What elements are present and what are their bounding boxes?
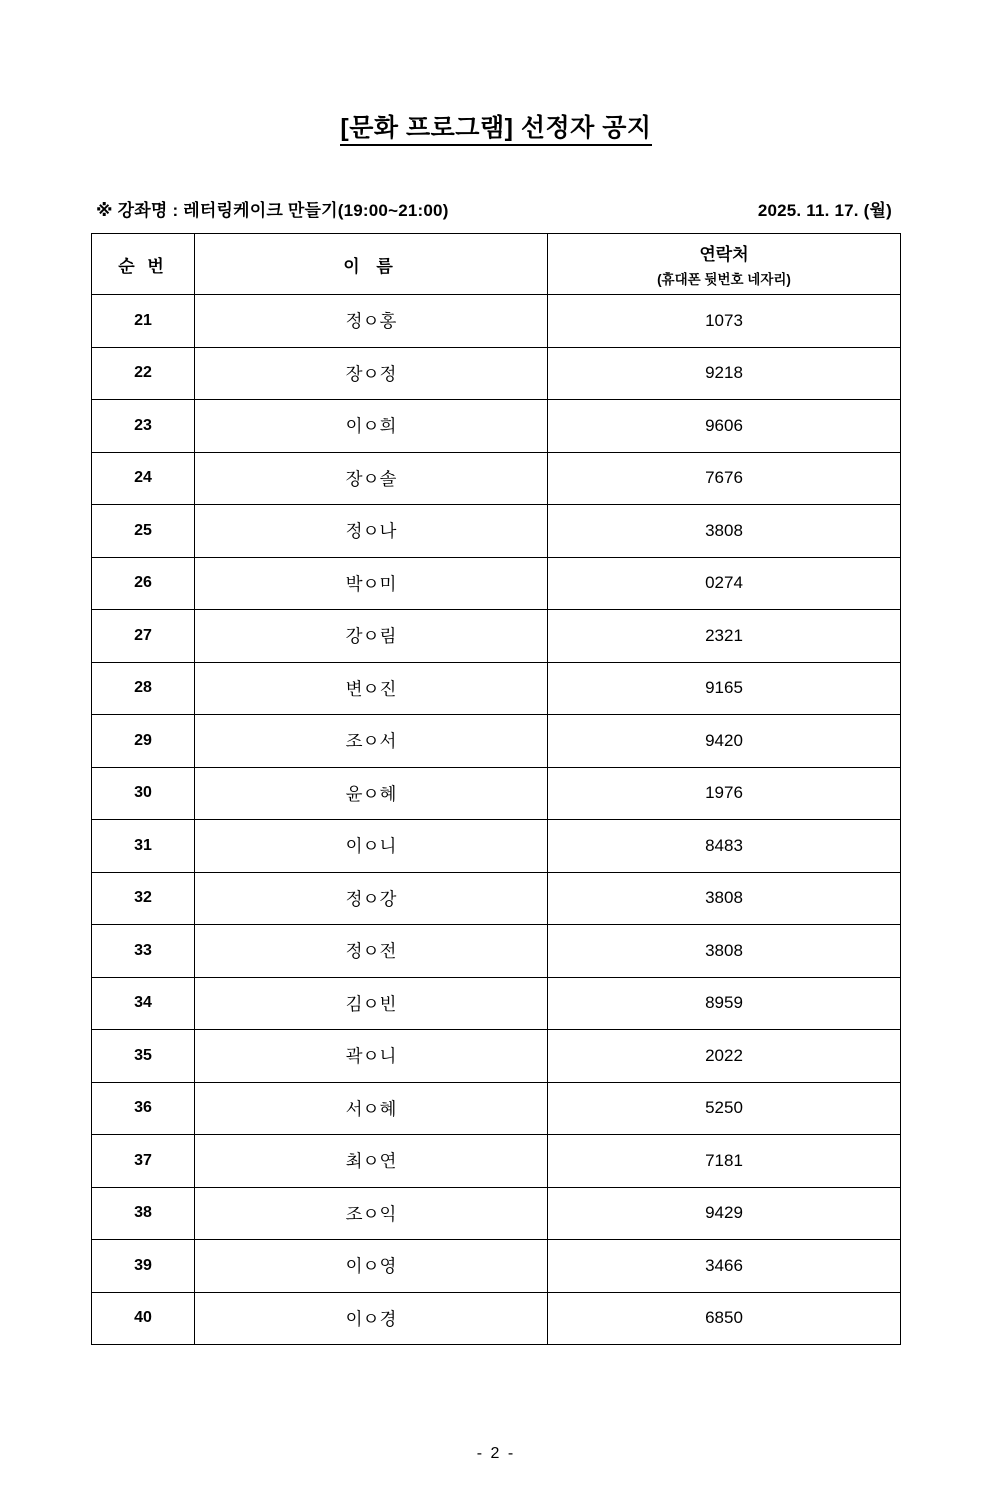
table-header bbox=[92, 234, 901, 295]
cell-phone: 2321 bbox=[548, 610, 901, 663]
cell-no: 31 bbox=[92, 820, 195, 873]
table-row bbox=[92, 662, 901, 715]
cell-phone: 1073 bbox=[548, 295, 901, 348]
cell-no: 33 bbox=[92, 925, 195, 978]
cell-name: 최ㅇ연 bbox=[195, 1135, 548, 1188]
cell-no: 34 bbox=[92, 977, 195, 1030]
cell-name: 조ㅇ서 bbox=[195, 715, 548, 768]
table-row bbox=[92, 347, 901, 400]
cell-name: 이ㅇ희 bbox=[195, 400, 548, 453]
cell-no: 35 bbox=[92, 1030, 195, 1083]
cell-phone: 9606 bbox=[548, 400, 901, 453]
table-row bbox=[92, 1240, 901, 1293]
cell-name: 이ㅇ니 bbox=[195, 820, 548, 873]
cell-name: 강ㅇ림 bbox=[195, 610, 548, 663]
table-row bbox=[92, 1135, 901, 1188]
column-header-phone bbox=[548, 234, 901, 295]
cell-name: 서ㅇ혜 bbox=[195, 1082, 548, 1135]
cell-no: 23 bbox=[92, 400, 195, 453]
document-meta bbox=[96, 196, 896, 221]
table-row bbox=[92, 1187, 901, 1240]
cell-no: 32 bbox=[92, 872, 195, 925]
table-row bbox=[92, 715, 901, 768]
column-header-phone-main: 연락처 bbox=[699, 245, 749, 264]
table-row bbox=[92, 820, 901, 873]
table-body bbox=[92, 295, 901, 1345]
table-row bbox=[92, 872, 901, 925]
cell-name: 조ㅇ익 bbox=[195, 1187, 548, 1240]
cell-name: 정ㅇ전 bbox=[195, 925, 548, 978]
table-row bbox=[92, 452, 901, 505]
cell-name: 곽ㅇ니 bbox=[195, 1030, 548, 1083]
cell-no: 22 bbox=[92, 347, 195, 400]
table-row bbox=[92, 977, 901, 1030]
cell-no: 37 bbox=[92, 1135, 195, 1188]
cell-no: 38 bbox=[92, 1187, 195, 1240]
table-header-row bbox=[92, 234, 901, 295]
cell-no: 26 bbox=[92, 557, 195, 610]
cell-phone: 9165 bbox=[548, 662, 901, 715]
cell-no: 27 bbox=[92, 610, 195, 663]
page-title bbox=[0, 108, 992, 144]
cell-no: 36 bbox=[92, 1082, 195, 1135]
table-row bbox=[92, 1030, 901, 1083]
cell-no: 40 bbox=[92, 1292, 195, 1345]
cell-phone: 0274 bbox=[548, 557, 901, 610]
page-title-text: [문화 프로그램] 선정자 공지 bbox=[340, 114, 651, 146]
table-row bbox=[92, 400, 901, 453]
cell-phone: 5250 bbox=[548, 1082, 901, 1135]
cell-phone: 3466 bbox=[548, 1240, 901, 1293]
column-header-phone-sub: (휴대폰 뒷번호 네자리) bbox=[657, 272, 791, 287]
cell-no: 25 bbox=[92, 505, 195, 558]
cell-phone: 1976 bbox=[548, 767, 901, 820]
cell-name: 변ㅇ진 bbox=[195, 662, 548, 715]
table-row bbox=[92, 1082, 901, 1135]
cell-name: 장ㅇ정 bbox=[195, 347, 548, 400]
selected-participants-table bbox=[91, 233, 901, 1345]
page-number: - 2 - bbox=[476, 1445, 516, 1462]
cell-phone: 7676 bbox=[548, 452, 901, 505]
cell-phone: 8483 bbox=[548, 820, 901, 873]
cell-name: 정ㅇ강 bbox=[195, 872, 548, 925]
document-page bbox=[0, 108, 992, 1511]
course-name-label: ※ 강좌명 : 레터링케이크 만들기(19:00~21:00) bbox=[96, 201, 449, 220]
cell-phone: 2022 bbox=[548, 1030, 901, 1083]
table-row bbox=[92, 925, 901, 978]
cell-name: 정ㅇ나 bbox=[195, 505, 548, 558]
cell-phone: 3808 bbox=[548, 925, 901, 978]
table-row bbox=[92, 1292, 901, 1345]
cell-name: 박ㅇ미 bbox=[195, 557, 548, 610]
table-row bbox=[92, 295, 901, 348]
notice-date: 2025. 11. 17. (월) bbox=[757, 201, 892, 220]
cell-phone: 3808 bbox=[548, 872, 901, 925]
cell-name: 장ㅇ솔 bbox=[195, 452, 548, 505]
cell-phone: 8959 bbox=[548, 977, 901, 1030]
cell-name: 이ㅇ경 bbox=[195, 1292, 548, 1345]
cell-name: 이ㅇ영 bbox=[195, 1240, 548, 1293]
table-row bbox=[92, 610, 901, 663]
cell-no: 39 bbox=[92, 1240, 195, 1293]
table-row bbox=[92, 557, 901, 610]
cell-phone: 3808 bbox=[548, 505, 901, 558]
cell-phone: 9420 bbox=[548, 715, 901, 768]
cell-phone: 7181 bbox=[548, 1135, 901, 1188]
table-row bbox=[92, 505, 901, 558]
cell-phone: 6850 bbox=[548, 1292, 901, 1345]
table-row bbox=[92, 767, 901, 820]
cell-phone: 9429 bbox=[548, 1187, 901, 1240]
column-header-no: 순 번 bbox=[92, 234, 195, 295]
cell-no: 30 bbox=[92, 767, 195, 820]
cell-name: 윤ㅇ혜 bbox=[195, 767, 548, 820]
cell-no: 29 bbox=[92, 715, 195, 768]
cell-name: 정ㅇ홍 bbox=[195, 295, 548, 348]
cell-phone: 9218 bbox=[548, 347, 901, 400]
cell-no: 28 bbox=[92, 662, 195, 715]
cell-name: 김ㅇ빈 bbox=[195, 977, 548, 1030]
column-header-name: 이 름 bbox=[195, 234, 548, 295]
cell-no: 21 bbox=[92, 295, 195, 348]
cell-no: 24 bbox=[92, 452, 195, 505]
